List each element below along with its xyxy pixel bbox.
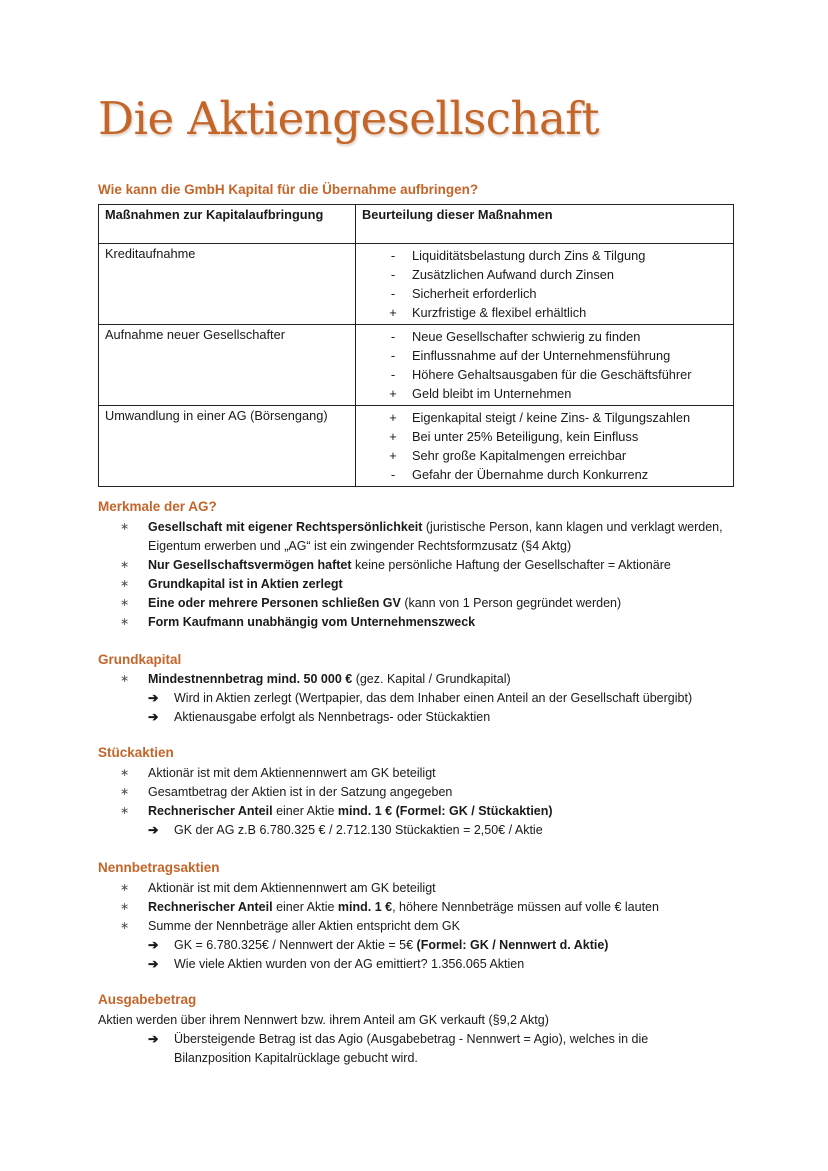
sign-plus: + [389,410,397,425]
section-heading-merkmale: Merkmale der AG? [98,499,217,514]
evaluation-item [362,465,727,484]
ausgabebetrag-text: Aktien werden über ihrem Nennwert bzw. ihrem Anteil am GK verkauft (§9,2 Aktg) [98,1013,549,1027]
evaluation-item [362,303,727,322]
nennbetragsaktien-list [120,879,730,974]
list-text: (gez. Kapital / Grundkapital) [352,672,511,686]
arrow-item [148,689,730,708]
merkmale-list [120,518,730,632]
asterisk-bullet-icon: ∗ [120,559,130,571]
evaluation-text: Eigenkapital steigt / keine Zins- & Tilgungszahlen [412,410,691,425]
section-heading-grundkapital: Grundkapital [98,652,182,667]
list-text: Summe der Nennbeträge aller Aktien entspricht dem GK [148,919,460,933]
bold-text: (Formel: GK / Nennwert d. Aktie) [416,938,609,952]
evaluation-item [362,384,727,403]
evaluation-item [362,246,727,265]
evaluation-text: Geld bleibt im Unternehmen [412,386,572,401]
table-row [99,325,734,406]
sign-plus: + [389,305,397,320]
measures-table [98,204,734,487]
bold-text: mind. 1 € [337,900,393,914]
arrow-item [148,955,730,974]
list-item [120,898,730,917]
evaluation-item [362,265,727,284]
arrow-right-icon: ➔ [148,938,159,952]
arrow-right-icon: ➔ [148,691,159,705]
sign-plus: + [389,448,397,463]
evaluation-item [362,427,727,446]
evaluation-item [362,284,727,303]
asterisk-bullet-icon: ∗ [120,805,130,817]
section-heading-stueckaktien: Stückaktien [98,745,174,760]
evaluation-item [362,327,727,346]
arrow-list [148,689,730,727]
list-item [120,802,730,840]
asterisk-bullet-icon: ∗ [120,920,130,932]
asterisk-bullet-icon: ∗ [120,521,130,533]
list-item [120,594,730,613]
list-item [120,613,730,632]
list-item [120,917,730,974]
evaluation-text: Neue Gesellschafter schwierig zu finden [412,329,641,344]
table-row [99,244,734,325]
list-text: keine persönliche Haftung der Gesellschafter = Aktionäre [351,558,671,572]
list-item [120,518,730,556]
sign-minus: - [390,367,396,382]
bold-text: Gesellschaft mit eigener Rechtspersönlichkeit [148,520,423,534]
asterisk-bullet-icon: ∗ [120,597,130,609]
list-item [120,879,730,898]
arrow-item [148,708,730,727]
sign-plus: + [389,429,397,444]
bold-text: Mindestnennbetrag mind. 50 000 € [148,672,353,686]
sign-plus: + [389,386,397,401]
list-text: Aktionär ist mit dem Aktiennennwert am GK beteiligt [148,881,436,895]
arrow-right-icon: ➔ [148,957,159,971]
asterisk-bullet-icon: ∗ [120,578,130,590]
measure-cell: Aufnahme neuer Gesellschafter [99,325,356,406]
stueckaktien-list [120,764,730,840]
sign-minus: - [390,348,396,363]
list-text: Gesamtbetrag der Aktien ist in der Satzung angegeben [148,785,453,799]
list-item [120,556,730,575]
sign-minus: - [390,267,396,282]
arrow-text: GK = 6.780.325€ / Nennwert der Aktie = 5€ [174,938,417,952]
list-text: einer Aktie [272,900,338,914]
arrow-right-icon: ➔ [148,710,159,724]
list-item [120,764,730,783]
evaluation-text: Liquiditätsbelastung durch Zins & Tilgung [412,248,646,263]
measure-cell: Umwandlung in einer AG (Börsengang) [99,406,356,487]
list-text: einer Aktie [272,804,338,818]
measure-cell: Kreditaufnahme [99,244,356,325]
evaluation-text: Bei unter 25% Beteiligung, kein Einfluss [412,429,639,444]
arrow-list [148,821,730,840]
evaluation-item [362,346,727,365]
arrow-list [148,936,730,974]
table-header: Maßnahmen zur Kapitalaufbringung [99,205,356,244]
asterisk-bullet-icon: ∗ [120,767,130,779]
list-text: Aktionär ist mit dem Aktiennennwert am GK beteiligt [148,766,436,780]
grundkapital-list [120,670,730,727]
arrow-text: GK der AG z.B 6.780.325 € / 2.712.130 Stückaktien = 2,50€ / Aktie [174,823,543,837]
section-heading-ausgabebetrag: Ausgabebetrag [98,992,197,1007]
evaluation-text: Sehr große Kapitalmengen erreichbar [412,448,627,463]
section-heading-nennbetragsaktien: Nennbetragsaktien [98,860,220,875]
bold-text: Grundkapital ist in Aktien zerlegt [148,577,343,591]
list-item [120,575,730,594]
arrow-text: Übersteigende Betrag ist das Agio (Ausgabebetrag - Nennwert = Agio), welches in die Bilanzposition Kapitalrücklage gebucht wird. [174,1032,649,1065]
page-title: Die Aktiengesellschaft [98,92,600,145]
arrow-item [148,821,730,840]
asterisk-bullet-icon: ∗ [120,616,130,628]
bold-text: mind. 1 € (Formel: GK / Stückaktien) [337,804,553,818]
asterisk-bullet-icon: ∗ [120,786,130,798]
bold-text: Form Kaufmann unabhängig vom Unternehmenszweck [148,615,476,629]
evaluation-item [362,446,727,465]
table-row [99,406,734,487]
arrow-text: Wird in Aktien zerlegt (Wertpapier, das dem Inhaber einen Anteil an der Gesellschaft übergibt) [174,691,693,705]
sign-minus: - [390,467,396,482]
evaluation-cell [356,406,734,487]
bold-text: Rechnerischer Anteil [148,900,273,914]
evaluation-text: Kurzfristige & flexibel erhältlich [412,305,587,320]
arrow-list [148,1030,708,1068]
evaluation-text: Gefahr der Übernahme durch Konkurrenz [412,467,649,482]
asterisk-bullet-icon: ∗ [120,673,130,685]
arrow-text: Wie viele Aktien wurden von der AG emittiert? 1.356.065 Aktien [174,957,525,971]
evaluation-text: Höhere Gehaltsausgaben für die Geschäftsführer [412,367,692,382]
evaluation-text: Einflussnahme auf der Unternehmensführung [412,348,671,363]
list-item [120,783,730,802]
evaluation-item [362,365,727,384]
list-item [120,670,730,727]
bold-text: Eine oder mehrere Personen schließen GV [148,596,401,610]
arrow-item [148,1030,708,1068]
arrow-right-icon: ➔ [148,823,159,837]
arrow-text: Aktienausgabe erfolgt als Nennbetrags- oder Stückaktien [174,710,491,724]
arrow-right-icon: ➔ [148,1032,159,1046]
evaluation-cell [356,325,734,406]
bold-text: Rechnerischer Anteil [148,804,273,818]
evaluation-cell [356,244,734,325]
evaluation-text: Sicherheit erforderlich [412,286,537,301]
asterisk-bullet-icon: ∗ [120,882,130,894]
evaluation-text: Zusätzlichen Aufwand durch Zinsen [412,267,615,282]
sign-minus: - [390,248,396,263]
table-header-row [99,205,734,244]
table-header: Beurteilung dieser Maßnahmen [356,205,734,244]
section-heading-kapital: Wie kann die GmbH Kapital für die Übernahme aufbringen? [98,182,479,197]
bold-text: Nur Gesellschaftsvermögen haftet [148,558,352,572]
evaluation-item [362,408,727,427]
sign-minus: - [390,286,396,301]
arrow-item [148,936,730,955]
asterisk-bullet-icon: ∗ [120,901,130,913]
sign-minus: - [390,329,396,344]
list-text: , höhere Nennbeträge müssen auf volle € lauten [392,900,659,914]
list-text: (kann von 1 Person gegründet werden) [400,596,622,610]
list-text: (juristische Person, kann klagen und verklagt werden, Eigentum erwerben und „AG“ ist ein zwingender Rechtsformzusatz (§4 Aktg) [148,520,723,553]
